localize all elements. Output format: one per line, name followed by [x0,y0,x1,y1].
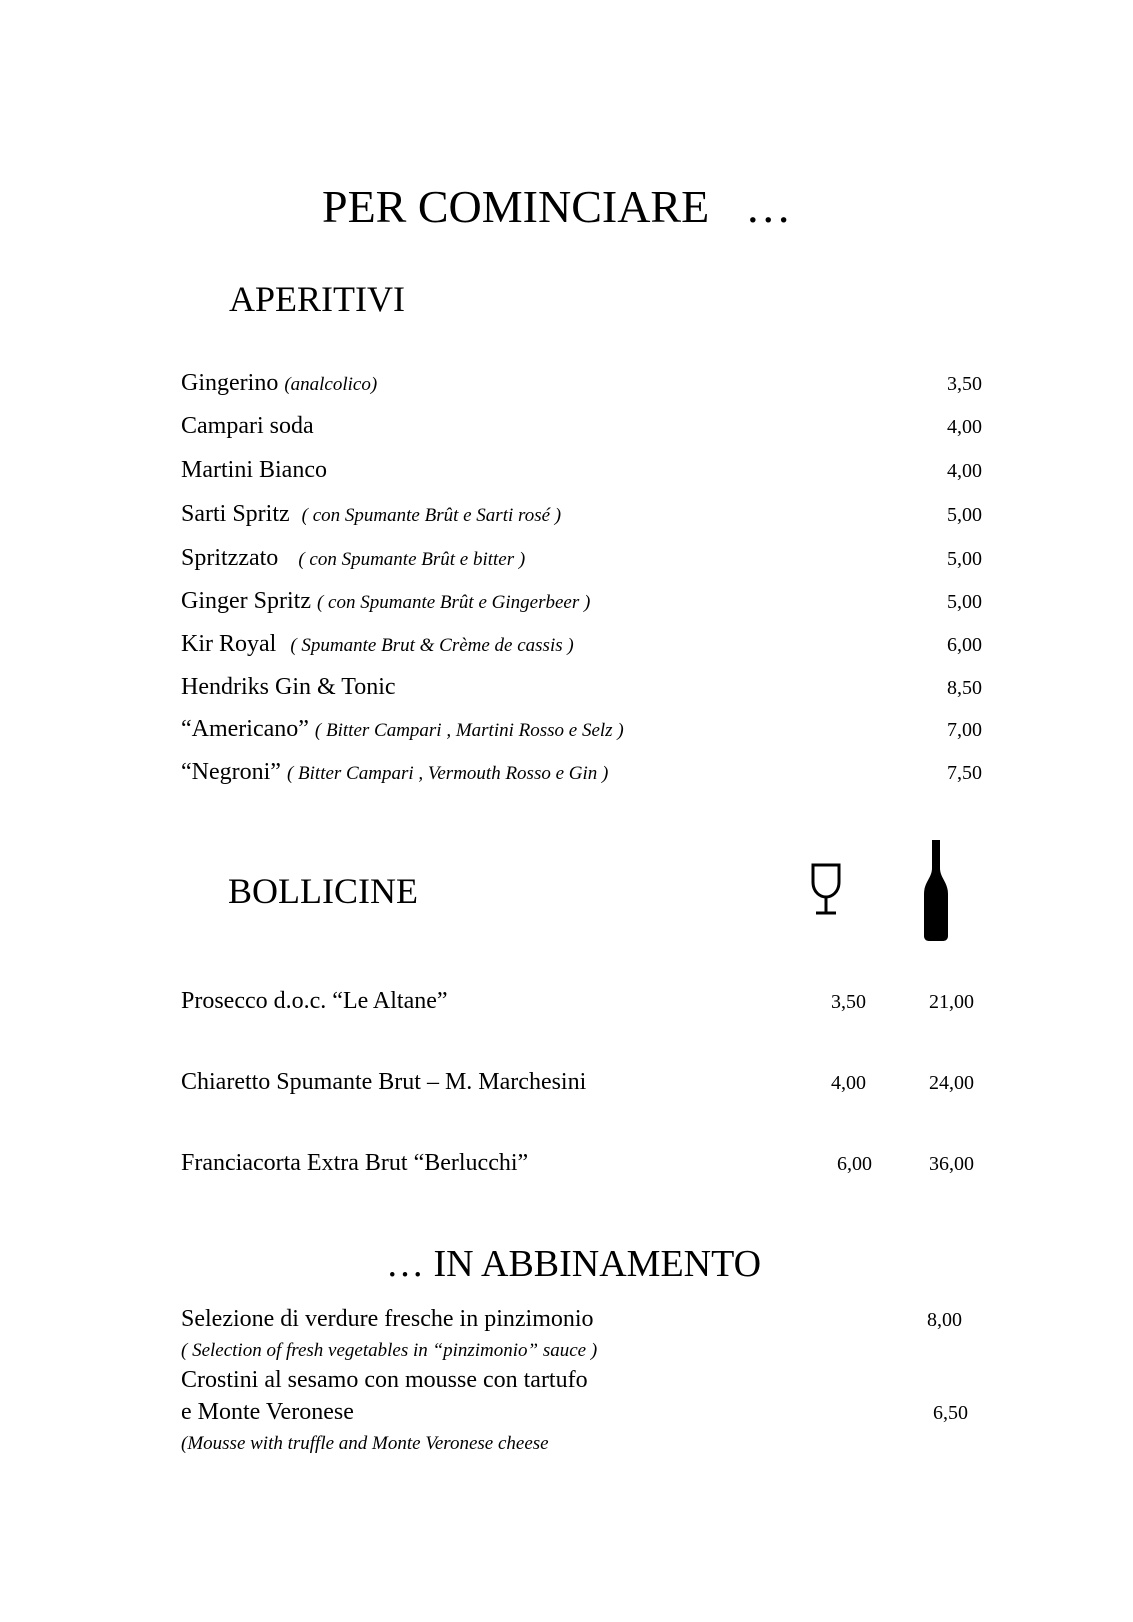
menu-item: Franciacorta Extra Brut “Berlucchi” [181,1150,529,1176]
menu-item: Sarti Spritz ( con Spumante Brût e Sarti rosé ) [181,501,562,527]
menu-item-price: 3,50 [947,373,982,395]
menu-item: “Negroni” ( Bitter Campari , Vermouth Rosso e Gin ) [181,759,609,785]
menu-item: Chiaretto Spumante Brut – M. Marchesini [181,1069,587,1095]
bottle-price: 21,00 [929,991,974,1013]
menu-item-price: 4,00 [947,416,982,438]
aperitivi-heading: APERITIVI [229,279,405,319]
menu-item-price: 5,00 [947,548,982,570]
menu-item: Kir Royal ( Spumante Brut & Crème de cassis ) [181,631,574,657]
glass-price: 4,00 [831,1072,866,1094]
menu-item-price: 6,00 [947,634,982,656]
menu-item: Hendriks Gin & Tonic [181,674,396,700]
bottle-price: 36,00 [929,1153,974,1175]
menu-item: Prosecco d.o.c. “Le Altane” [181,988,448,1014]
menu-item: Gingerino (analcolico) [181,370,378,396]
page-title: PER COMINCIARE … [322,181,792,232]
menu-item-price: 7,50 [947,762,982,784]
menu-item-price: 5,00 [947,591,982,613]
menu-item: Selezione di verdure fresche in pinzimonio [181,1306,594,1332]
menu-item: Martini Bianco [181,457,327,483]
menu-item-price: 6,50 [933,1402,968,1424]
menu-item: Ginger Spritz ( con Spumante Brût e Gingerbeer ) [181,588,591,614]
menu-item: Crostini al sesamo con mousse con tartufo [181,1367,588,1393]
wine-glass-icon [808,862,844,923]
abbinamento-heading: … IN ABBINAMENTO [386,1243,762,1285]
glass-price: 6,00 [837,1153,872,1175]
menu-item: Campari soda [181,413,314,439]
bottle-price: 24,00 [929,1072,974,1094]
bollicine-heading: BOLLICINE [228,871,418,911]
menu-item-translation: (Mousse with truffle and Monte Veronese cheese [181,1433,549,1454]
menu-item: “Americano” ( Bitter Campari , Martini Rosso e Selz ) [181,716,624,742]
menu-item: e Monte Veronese [181,1399,354,1425]
menu-item-price: 8,50 [947,677,982,699]
menu-item-translation: ( Selection of fresh vegetables in “pinzimonio” sauce ) [181,1340,598,1361]
wine-bottle-icon [922,838,950,947]
menu-item-price: 8,00 [927,1309,962,1331]
menu-item-price: 7,00 [947,719,982,741]
menu-item-price: 4,00 [947,460,982,482]
menu-item: Spritzzato ( con Spumante Brût e bitter ) [181,545,526,571]
menu-item-price: 5,00 [947,504,982,526]
glass-price: 3,50 [831,991,866,1013]
